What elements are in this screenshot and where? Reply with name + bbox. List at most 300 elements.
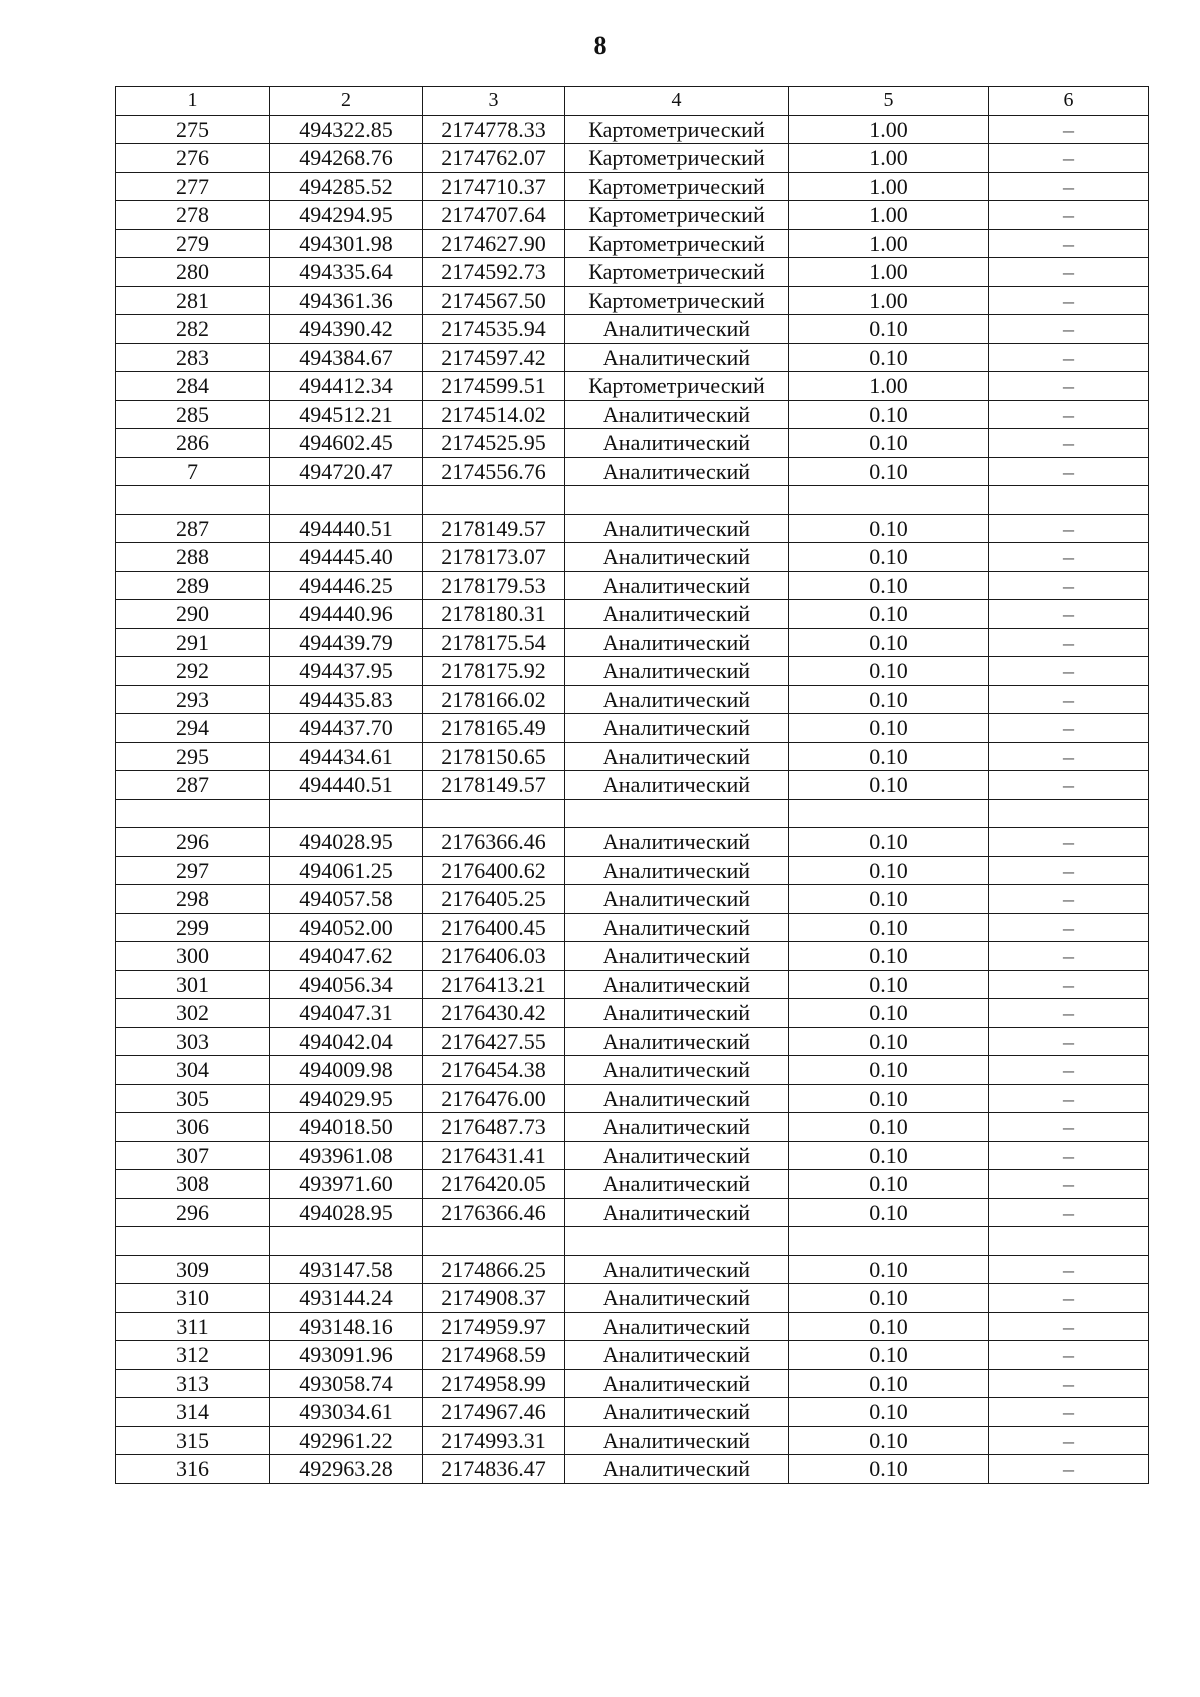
method-cell	[565, 1227, 789, 1256]
table-row	[116, 913, 1149, 942]
point-number-cell: 280	[116, 258, 270, 287]
x-coordinate-cell: 493961.08	[270, 1141, 423, 1170]
table-body	[116, 115, 1149, 1483]
note-cell: –	[989, 714, 1149, 743]
header-row	[116, 87, 1149, 116]
point-number-cell: 301	[116, 970, 270, 999]
note-cell	[989, 1227, 1149, 1256]
point-number-cell: 295	[116, 742, 270, 771]
table-row	[116, 201, 1149, 230]
method-cell: Аналитический	[565, 999, 789, 1028]
table-row	[116, 1455, 1149, 1484]
y-coordinate-cell: 2174762.07	[423, 144, 565, 173]
x-coordinate-cell: 494435.83	[270, 685, 423, 714]
y-coordinate-cell: 2174514.02	[423, 400, 565, 429]
table-row	[116, 514, 1149, 543]
x-coordinate-cell: 494047.62	[270, 942, 423, 971]
y-coordinate-cell: 2174535.94	[423, 315, 565, 344]
accuracy-cell: 0.10	[789, 1198, 989, 1227]
method-cell: Аналитический	[565, 1198, 789, 1227]
point-number-cell: 275	[116, 115, 270, 144]
table-row	[116, 742, 1149, 771]
x-coordinate-cell	[270, 1227, 423, 1256]
accuracy-cell: 0.10	[789, 1398, 989, 1427]
note-cell: –	[989, 742, 1149, 771]
table-row	[116, 685, 1149, 714]
point-number-cell: 277	[116, 172, 270, 201]
point-number-cell: 313	[116, 1369, 270, 1398]
point-number-cell: 309	[116, 1255, 270, 1284]
x-coordinate-cell: 493971.60	[270, 1170, 423, 1199]
y-coordinate-cell: 2174836.47	[423, 1455, 565, 1484]
x-coordinate-cell: 492963.28	[270, 1455, 423, 1484]
note-cell: –	[989, 913, 1149, 942]
x-coordinate-cell: 494384.67	[270, 343, 423, 372]
x-coordinate-cell: 494445.40	[270, 543, 423, 572]
table-row	[116, 229, 1149, 258]
x-coordinate-cell: 493034.61	[270, 1398, 423, 1427]
x-coordinate-cell: 494028.95	[270, 828, 423, 857]
accuracy-cell: 0.10	[789, 1341, 989, 1370]
y-coordinate-cell: 2176366.46	[423, 1198, 565, 1227]
x-coordinate-cell: 494029.95	[270, 1084, 423, 1113]
point-number-cell: 279	[116, 229, 270, 258]
table-row	[116, 400, 1149, 429]
y-coordinate-cell: 2176400.45	[423, 913, 565, 942]
table-row	[116, 571, 1149, 600]
accuracy-cell: 1.00	[789, 286, 989, 315]
note-cell: –	[989, 372, 1149, 401]
y-coordinate-cell: 2178166.02	[423, 685, 565, 714]
table-row	[116, 856, 1149, 885]
point-number-cell: 316	[116, 1455, 270, 1484]
note-cell: –	[989, 1255, 1149, 1284]
x-coordinate-cell: 494437.70	[270, 714, 423, 743]
column-header-6: 6	[989, 87, 1149, 116]
table-row	[116, 1426, 1149, 1455]
accuracy-cell: 0.10	[789, 1369, 989, 1398]
note-cell: –	[989, 628, 1149, 657]
table-row	[116, 429, 1149, 458]
y-coordinate-cell: 2176413.21	[423, 970, 565, 999]
table-row	[116, 771, 1149, 800]
table-row	[116, 628, 1149, 657]
point-number-cell: 311	[116, 1312, 270, 1341]
note-cell: –	[989, 144, 1149, 173]
note-cell: –	[989, 942, 1149, 971]
accuracy-cell: 0.10	[789, 942, 989, 971]
method-cell: Аналитический	[565, 543, 789, 572]
note-cell: –	[989, 1056, 1149, 1085]
note-cell: –	[989, 657, 1149, 686]
method-cell: Аналитический	[565, 913, 789, 942]
accuracy-cell: 0.10	[789, 543, 989, 572]
x-coordinate-cell: 494446.25	[270, 571, 423, 600]
point-number-cell: 308	[116, 1170, 270, 1199]
note-cell: –	[989, 400, 1149, 429]
y-coordinate-cell: 2174908.37	[423, 1284, 565, 1313]
method-cell: Аналитический	[565, 1027, 789, 1056]
y-coordinate-cell: 2176427.55	[423, 1027, 565, 1056]
point-number-cell: 310	[116, 1284, 270, 1313]
accuracy-cell: 0.10	[789, 429, 989, 458]
y-coordinate-cell: 2178150.65	[423, 742, 565, 771]
note-cell: –	[989, 1141, 1149, 1170]
point-number-cell: 297	[116, 856, 270, 885]
x-coordinate-cell: 494434.61	[270, 742, 423, 771]
table-row	[116, 372, 1149, 401]
x-coordinate-cell: 494294.95	[270, 201, 423, 230]
y-coordinate-cell: 2174707.64	[423, 201, 565, 230]
accuracy-cell: 1.00	[789, 372, 989, 401]
x-coordinate-cell: 494018.50	[270, 1113, 423, 1142]
y-coordinate-cell: 2178173.07	[423, 543, 565, 572]
method-cell: Аналитический	[565, 742, 789, 771]
note-cell: –	[989, 1284, 1149, 1313]
method-cell: Аналитический	[565, 856, 789, 885]
accuracy-cell: 1.00	[789, 229, 989, 258]
x-coordinate-cell: 494390.42	[270, 315, 423, 344]
table-row	[116, 1056, 1149, 1085]
note-cell: –	[989, 1027, 1149, 1056]
point-number-cell: 298	[116, 885, 270, 914]
point-number-cell: 293	[116, 685, 270, 714]
y-coordinate-cell: 2176366.46	[423, 828, 565, 857]
note-cell: –	[989, 856, 1149, 885]
point-number-cell: 7	[116, 457, 270, 486]
note-cell: –	[989, 1341, 1149, 1370]
x-coordinate-cell: 494512.21	[270, 400, 423, 429]
method-cell: Аналитический	[565, 1141, 789, 1170]
point-number-cell: 278	[116, 201, 270, 230]
table-row	[116, 1341, 1149, 1370]
note-cell: –	[989, 172, 1149, 201]
note-cell: –	[989, 1198, 1149, 1227]
accuracy-cell: 0.10	[789, 600, 989, 629]
page-number: 8	[593, 31, 607, 60]
point-number-cell: 312	[116, 1341, 270, 1370]
x-coordinate-cell: 493058.74	[270, 1369, 423, 1398]
accuracy-cell: 0.10	[789, 628, 989, 657]
y-coordinate-cell: 2174556.76	[423, 457, 565, 486]
x-coordinate-cell: 493147.58	[270, 1255, 423, 1284]
accuracy-cell: 0.10	[789, 856, 989, 885]
point-number-cell: 282	[116, 315, 270, 344]
x-coordinate-cell: 494322.85	[270, 115, 423, 144]
point-number-cell: 299	[116, 913, 270, 942]
accuracy-cell: 0.10	[789, 828, 989, 857]
method-cell: Аналитический	[565, 1284, 789, 1313]
accuracy-cell: 0.10	[789, 685, 989, 714]
table-row	[116, 258, 1149, 287]
method-cell: Аналитический	[565, 1312, 789, 1341]
x-coordinate-cell: 494285.52	[270, 172, 423, 201]
accuracy-cell: 0.10	[789, 714, 989, 743]
method-cell: Аналитический	[565, 429, 789, 458]
x-coordinate-cell: 494047.31	[270, 999, 423, 1028]
method-cell: Картометрический	[565, 201, 789, 230]
method-cell: Аналитический	[565, 1255, 789, 1284]
x-coordinate-cell: 494042.04	[270, 1027, 423, 1056]
point-number-cell: 281	[116, 286, 270, 315]
x-coordinate-cell: 494361.36	[270, 286, 423, 315]
accuracy-cell: 0.10	[789, 571, 989, 600]
accuracy-cell: 0.10	[789, 1084, 989, 1113]
note-cell: –	[989, 1369, 1149, 1398]
point-number-cell: 305	[116, 1084, 270, 1113]
point-number-cell: 283	[116, 343, 270, 372]
table-row	[116, 286, 1149, 315]
note-cell: –	[989, 543, 1149, 572]
table-row	[116, 714, 1149, 743]
x-coordinate-cell: 494009.98	[270, 1056, 423, 1085]
x-coordinate-cell: 492961.22	[270, 1426, 423, 1455]
point-number-cell: 315	[116, 1426, 270, 1455]
y-coordinate-cell: 2178165.49	[423, 714, 565, 743]
point-number-cell: 306	[116, 1113, 270, 1142]
note-cell: –	[989, 115, 1149, 144]
y-coordinate-cell: 2176430.42	[423, 999, 565, 1028]
table-row	[116, 144, 1149, 173]
note-cell: –	[989, 514, 1149, 543]
method-cell	[565, 486, 789, 515]
table-row	[116, 457, 1149, 486]
point-number-cell	[116, 799, 270, 828]
table-row	[116, 543, 1149, 572]
y-coordinate-cell: 2176406.03	[423, 942, 565, 971]
method-cell: Аналитический	[565, 657, 789, 686]
method-cell: Аналитический	[565, 1398, 789, 1427]
table-row	[116, 1027, 1149, 1056]
y-coordinate-cell: 2174710.37	[423, 172, 565, 201]
note-cell: –	[989, 1170, 1149, 1199]
y-coordinate-cell: 2174967.46	[423, 1398, 565, 1427]
separator-row	[116, 486, 1149, 515]
method-cell: Аналитический	[565, 942, 789, 971]
accuracy-cell: 0.10	[789, 913, 989, 942]
accuracy-cell: 0.10	[789, 771, 989, 800]
x-coordinate-cell: 494412.34	[270, 372, 423, 401]
point-number-cell: 290	[116, 600, 270, 629]
y-coordinate-cell: 2174993.31	[423, 1426, 565, 1455]
note-cell: –	[989, 1426, 1149, 1455]
x-coordinate-cell: 493148.16	[270, 1312, 423, 1341]
column-header-2: 2	[270, 87, 423, 116]
accuracy-cell: 0.10	[789, 457, 989, 486]
method-cell: Аналитический	[565, 885, 789, 914]
x-coordinate-cell: 493144.24	[270, 1284, 423, 1313]
x-coordinate-cell: 494057.58	[270, 885, 423, 914]
y-coordinate-cell: 2174958.99	[423, 1369, 565, 1398]
method-cell: Аналитический	[565, 828, 789, 857]
note-cell: –	[989, 685, 1149, 714]
table-row	[116, 1198, 1149, 1227]
y-coordinate-cell: 2176400.62	[423, 856, 565, 885]
point-number-cell: 288	[116, 543, 270, 572]
x-coordinate-cell: 494268.76	[270, 144, 423, 173]
method-cell: Аналитический	[565, 970, 789, 999]
point-number-cell: 296	[116, 1198, 270, 1227]
x-coordinate-cell: 494052.00	[270, 913, 423, 942]
table-row	[116, 828, 1149, 857]
x-coordinate-cell: 494720.47	[270, 457, 423, 486]
accuracy-cell: 0.10	[789, 1141, 989, 1170]
table-row	[116, 1113, 1149, 1142]
note-cell: –	[989, 771, 1149, 800]
y-coordinate-cell: 2174599.51	[423, 372, 565, 401]
x-coordinate-cell: 494440.96	[270, 600, 423, 629]
accuracy-cell: 0.10	[789, 999, 989, 1028]
method-cell: Аналитический	[565, 1084, 789, 1113]
y-coordinate-cell: 2174592.73	[423, 258, 565, 287]
accuracy-cell	[789, 799, 989, 828]
note-cell: –	[989, 828, 1149, 857]
table-row	[116, 1170, 1149, 1199]
point-number-cell: 294	[116, 714, 270, 743]
table-header	[116, 87, 1149, 116]
method-cell: Картометрический	[565, 115, 789, 144]
accuracy-cell: 0.10	[789, 1455, 989, 1484]
x-coordinate-cell: 494061.25	[270, 856, 423, 885]
note-cell: –	[989, 229, 1149, 258]
method-cell: Картометрический	[565, 286, 789, 315]
column-header-1: 1	[116, 87, 270, 116]
x-coordinate-cell: 494439.79	[270, 628, 423, 657]
method-cell: Картометрический	[565, 372, 789, 401]
point-number-cell: 303	[116, 1027, 270, 1056]
method-cell: Аналитический	[565, 400, 789, 429]
note-cell: –	[989, 1398, 1149, 1427]
table-row	[116, 885, 1149, 914]
x-coordinate-cell	[270, 799, 423, 828]
accuracy-cell: 0.10	[789, 970, 989, 999]
note-cell: –	[989, 600, 1149, 629]
table-row	[116, 172, 1149, 201]
accuracy-cell: 0.10	[789, 1426, 989, 1455]
note-cell: –	[989, 429, 1149, 458]
x-coordinate-cell: 494028.95	[270, 1198, 423, 1227]
x-coordinate-cell: 493091.96	[270, 1341, 423, 1370]
accuracy-cell: 0.10	[789, 657, 989, 686]
note-cell: –	[989, 201, 1149, 230]
method-cell: Аналитический	[565, 1113, 789, 1142]
y-coordinate-cell: 2176487.73	[423, 1113, 565, 1142]
y-coordinate-cell: 2176476.00	[423, 1084, 565, 1113]
method-cell: Аналитический	[565, 571, 789, 600]
accuracy-cell: 1.00	[789, 201, 989, 230]
method-cell	[565, 799, 789, 828]
point-number-cell: 287	[116, 514, 270, 543]
point-number-cell: 314	[116, 1398, 270, 1427]
point-number-cell	[116, 1227, 270, 1256]
table-row	[116, 1312, 1149, 1341]
y-coordinate-cell: 2174778.33	[423, 115, 565, 144]
point-number-cell: 300	[116, 942, 270, 971]
accuracy-cell: 0.10	[789, 1170, 989, 1199]
y-coordinate-cell: 2176454.38	[423, 1056, 565, 1085]
accuracy-cell: 1.00	[789, 172, 989, 201]
table-row	[116, 999, 1149, 1028]
accuracy-cell: 0.10	[789, 1284, 989, 1313]
x-coordinate-cell: 494602.45	[270, 429, 423, 458]
accuracy-cell: 0.10	[789, 1312, 989, 1341]
x-coordinate-cell: 494056.34	[270, 970, 423, 999]
method-cell: Аналитический	[565, 628, 789, 657]
note-cell: –	[989, 1084, 1149, 1113]
note-cell	[989, 486, 1149, 515]
note-cell: –	[989, 343, 1149, 372]
x-coordinate-cell: 494335.64	[270, 258, 423, 287]
accuracy-cell: 1.00	[789, 144, 989, 173]
point-number-cell: 276	[116, 144, 270, 173]
point-number-cell: 304	[116, 1056, 270, 1085]
y-coordinate-cell: 2174968.59	[423, 1341, 565, 1370]
y-coordinate-cell: 2178149.57	[423, 771, 565, 800]
accuracy-cell: 0.10	[789, 1056, 989, 1085]
table-row	[116, 343, 1149, 372]
column-header-4: 4	[565, 87, 789, 116]
y-coordinate-cell: 2178175.54	[423, 628, 565, 657]
note-cell: –	[989, 457, 1149, 486]
y-coordinate-cell: 2176431.41	[423, 1141, 565, 1170]
y-coordinate-cell	[423, 486, 565, 515]
method-cell: Картометрический	[565, 229, 789, 258]
x-coordinate-cell: 494440.51	[270, 514, 423, 543]
point-number-cell	[116, 486, 270, 515]
y-coordinate-cell: 2174525.95	[423, 429, 565, 458]
accuracy-cell: 0.10	[789, 1255, 989, 1284]
method-cell: Аналитический	[565, 685, 789, 714]
accuracy-cell: 1.00	[789, 115, 989, 144]
table-row	[116, 1084, 1149, 1113]
y-coordinate-cell: 2174866.25	[423, 1255, 565, 1284]
y-coordinate-cell: 2174567.50	[423, 286, 565, 315]
y-coordinate-cell: 2178149.57	[423, 514, 565, 543]
y-coordinate-cell: 2176405.25	[423, 885, 565, 914]
point-number-cell: 291	[116, 628, 270, 657]
method-cell: Аналитический	[565, 514, 789, 543]
accuracy-cell	[789, 1227, 989, 1256]
method-cell: Картометрический	[565, 172, 789, 201]
method-cell: Аналитический	[565, 1341, 789, 1370]
method-cell: Аналитический	[565, 1369, 789, 1398]
method-cell: Аналитический	[565, 343, 789, 372]
method-cell: Аналитический	[565, 1455, 789, 1484]
table-row	[116, 115, 1149, 144]
column-header-3: 3	[423, 87, 565, 116]
note-cell: –	[989, 1312, 1149, 1341]
table-row	[116, 1369, 1149, 1398]
table-row	[116, 1255, 1149, 1284]
accuracy-cell: 0.10	[789, 315, 989, 344]
accuracy-cell: 1.00	[789, 258, 989, 287]
table-row	[116, 315, 1149, 344]
note-cell: –	[989, 999, 1149, 1028]
accuracy-cell: 0.10	[789, 400, 989, 429]
method-cell: Картометрический	[565, 258, 789, 287]
accuracy-cell: 0.10	[789, 514, 989, 543]
y-coordinate-cell	[423, 799, 565, 828]
y-coordinate-cell: 2174597.42	[423, 343, 565, 372]
method-cell: Аналитический	[565, 315, 789, 344]
accuracy-cell: 0.10	[789, 343, 989, 372]
accuracy-cell: 0.10	[789, 742, 989, 771]
note-cell: –	[989, 286, 1149, 315]
point-number-cell: 284	[116, 372, 270, 401]
table-row	[116, 1398, 1149, 1427]
separator-row	[116, 799, 1149, 828]
table-row	[116, 970, 1149, 999]
